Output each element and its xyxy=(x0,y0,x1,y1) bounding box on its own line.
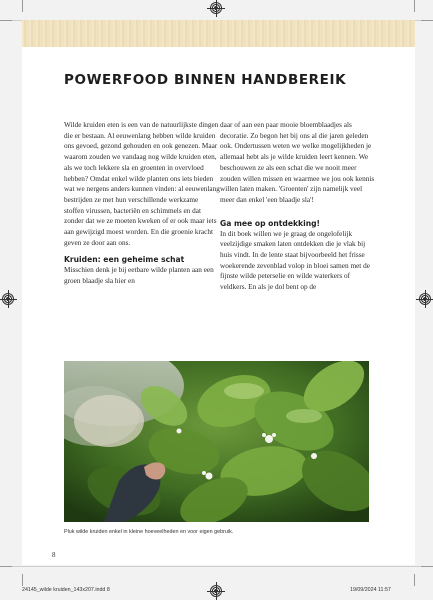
registration-mark-top xyxy=(210,2,222,14)
page-number: 8 xyxy=(52,551,56,559)
slug-timestamp: 19/09/2024 11:57 xyxy=(350,587,391,593)
slug-file-info: 24145_wilde kruiden_143x207.indd 8 xyxy=(22,587,110,593)
registration-mark-bottom xyxy=(210,585,222,597)
body-paragraph: daar of aan een paar mooie bloemblaadjes als decoratie. Zo begon het bij ons al die jaren geleden ook. Ondertussen weten we welke mogelijkheden je allemaal hebt als je wilde kruiden leert kennen. We beschouwen ze als een schat die we nooit meer zouden willen missen en waarmee we jou ook kennis willen laten maken. 'Groenten' zijn namelijk veel meer dan enkel 'een blaadje sla'! xyxy=(220,121,375,204)
crop-mark xyxy=(421,566,433,567)
crop-mark xyxy=(421,20,433,21)
photo-illustration xyxy=(64,361,369,522)
crop-mark xyxy=(414,0,415,12)
crop-mark xyxy=(22,0,23,12)
registration-mark-left xyxy=(2,293,14,305)
text-column-right xyxy=(220,120,376,293)
body-paragraph: Misschien denk je bij eetbare wilde planten aan een groen blaadje sla hier en xyxy=(64,266,214,286)
crop-mark xyxy=(22,574,23,586)
trim-line-bottom xyxy=(0,566,433,567)
photo-foraging-herbs xyxy=(64,361,369,522)
text-column-left xyxy=(64,120,220,287)
crop-mark xyxy=(0,20,12,21)
section-heading: Kruiden: een geheime schat xyxy=(64,255,185,265)
body-paragraph: Wilde kruiden eten is een van de natuurlijkste dingen die er bestaan. Al eeuwenlang hebben wilde kruiden ons gevoed, gezond gehouden en ook genezen. Maar waarom zouden we vandaag nog wilde kruiden eten, als we toch lekkere sla en groenten in overvloed hebben? Omdat enkel wilde planten ons iets bieden wat we nergens anders kunnen vinden: al eeuwenlang bestrijden ze met hun verschillende werkzame stoffen virussen, bacteriën en schimmels en dat zonder dat we ze moeten kweken of er ook maar iets aan gewijzigd moest worden. En die groenie kracht geven ze door aan ons. xyxy=(64,121,220,247)
crop-mark xyxy=(414,574,415,586)
photo-caption: Pluk wilde kruiden enkel in kleine hoeveelheden en voor eigen gebruik. xyxy=(64,529,234,535)
page-title: POWERFOOD BINNEN HANDBEREIK xyxy=(64,72,347,88)
section-heading: Ga mee op ontdekking! xyxy=(220,218,321,228)
registration-mark-right xyxy=(419,293,431,305)
header-texture-band xyxy=(22,20,415,47)
body-paragraph: In dit boek willen we je graag de ongelofelijk veelzijdige smaken laten ontdekken die je vlak bij huis vindt. In de lente staat bijvoorbeeld het frisse woekerende zevenblad volop in bloei samen met de fijnste wilde peterselie en wilde waterkers of veldkers. En als je dol bent op de xyxy=(220,229,370,292)
crop-mark xyxy=(0,566,12,567)
